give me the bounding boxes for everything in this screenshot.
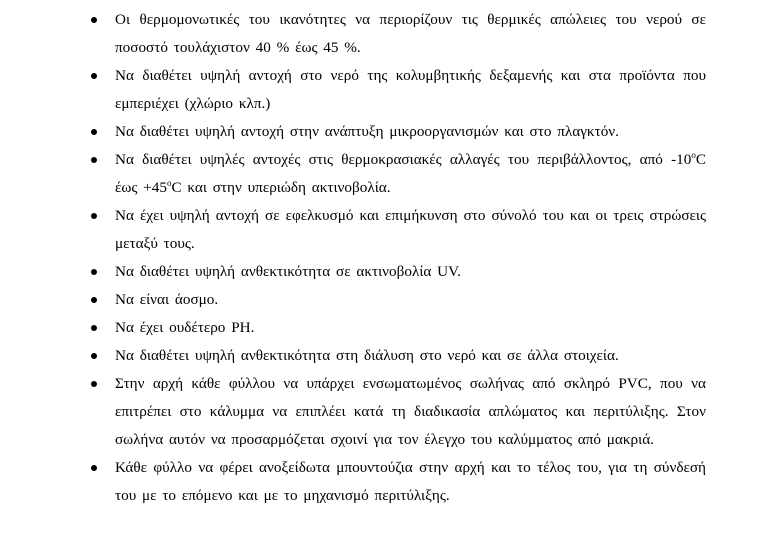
- bullet-text: Κάθε φύλλο να φέρει ανοξείδωτα μπουντούζια στην αρχή και το τέλος του, για τη σύνδεσή του με το επόμενο και με το μηχανισμό περιτύλιξης.: [115, 459, 706, 504]
- bullet-text: Να διαθέτει υψηλή αντοχή στο νερό της κολυμβητικής δεξαμενής και στα προϊόντα που εμπεριέχει (χλώριο κλπ.): [115, 67, 706, 112]
- bullet-text: Να διαθέτει υψηλή αντοχή στην ανάπτυξη μικροοργανισμών και στο πλαγκτόν.: [115, 123, 619, 140]
- bullet-dot-icon: [91, 129, 97, 135]
- degree-superscript: o: [691, 150, 696, 160]
- degree-superscript: o: [166, 178, 172, 188]
- bullet-item-microorganism-resistance: [0, 118, 783, 146]
- bullet-text: Να διαθέτει υψηλή ανθεκτικότητα στη διάλυση στο νερό και σε άλλα στοιχεία.: [115, 347, 619, 364]
- bullet-text: Να διαθέτει υψηλή ανθεκτικότητα σε ακτινοβολία UV.: [115, 263, 461, 280]
- bullet-text-part: C και στην υπεριώδη ακτινοβολία.: [171, 179, 391, 196]
- requirements-bullet-list: [0, 6, 783, 510]
- bullet-text: [115, 146, 706, 202]
- bullet-item-stainless-buckles: [0, 454, 783, 510]
- bullet-item-dissolution-resistance: [0, 342, 783, 370]
- bullet-dot-icon: [91, 73, 97, 79]
- bullet-dot-icon: [91, 297, 97, 303]
- bullet-item-pool-water-resistance: [0, 62, 783, 118]
- bullet-text-part: Να διαθέτει υψηλές αντοχές στις θερμοκρασιακές αλλαγές του περιβάλλοντος, από -10: [115, 151, 692, 168]
- bullet-item-pvc-tube: [0, 370, 783, 454]
- bullet-dot-icon: [91, 269, 97, 275]
- bullet-item-temperature-resistance: [0, 146, 783, 202]
- bullet-dot-icon: [91, 325, 97, 331]
- bullet-dot-icon: [91, 157, 97, 163]
- bullet-item-uv-resistance: [0, 258, 783, 286]
- bullet-dot-icon: [91, 465, 97, 471]
- bullet-dot-icon: [91, 353, 97, 359]
- bullet-text: Να είναι άοσμο.: [115, 291, 219, 308]
- bullet-dot-icon: [91, 17, 97, 23]
- bullet-item-neutral-ph: [0, 314, 783, 342]
- bullet-text: Οι θερμομονωτικές του ικανότητες να περιορίζουν τις θερμικές απώλειες του νερού σε ποσοστό τουλάχιστον 40 % έως 45 %.: [115, 11, 706, 56]
- bullet-item-odorless: [0, 286, 783, 314]
- bullet-dot-icon: [91, 381, 97, 387]
- bullet-text-part: C έως +45: [115, 151, 706, 196]
- bullet-dot-icon: [91, 213, 97, 219]
- bullet-text: Να έχει υψηλή αντοχή σε εφελκυσμό και επιμήκυνση στο σύνολό του και οι τρεις στρώσεις μεταξύ τους.: [115, 207, 706, 252]
- bullet-text: Στην αρχή κάθε φύλλου να υπάρχει ενσωματωμένος σωλήνας από σκληρό PVC, που να επιτρέπει στο κάλυμμα να επιπλέει κατά τη διαδικασία απλώματος και περιτύλιξης. Στον σωλήνα αυτόν να προσαρμόζεται σχοινί για τον έλεγχο του καλύμματος από μακριά.: [115, 375, 706, 448]
- bullet-item-thermal-insulation: [0, 6, 783, 62]
- bullet-text: Να έχει ουδέτερο PH.: [115, 319, 255, 336]
- bullet-item-tensile-strength: [0, 202, 783, 258]
